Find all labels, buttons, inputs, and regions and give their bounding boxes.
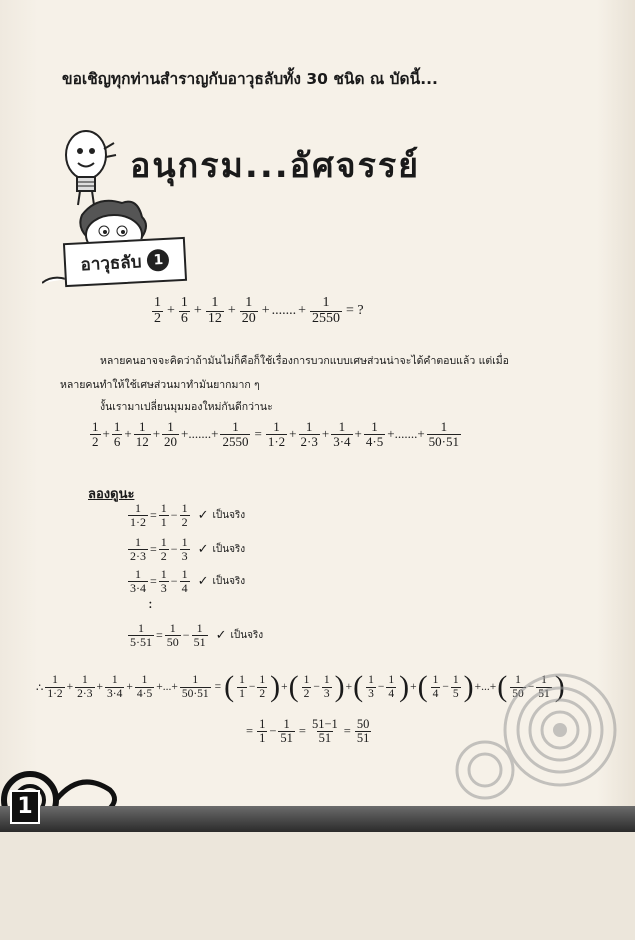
secret-weapon-badge	[63, 237, 187, 287]
check-icon: ✓	[197, 573, 209, 589]
badge-number: 1	[147, 249, 170, 272]
explanation-line-2: หลายคนทำให้ใช้เศษส่วนมาทำมันยากมาก ๆ	[60, 379, 260, 391]
fraction: $\frac{1}{2}$	[154, 295, 161, 326]
fraction: $\frac{1}{6}$	[180, 295, 188, 326]
check-icon: ✓	[197, 541, 209, 557]
try-it-heading: ลองดูนะ	[88, 487, 135, 502]
check-line: $\frac{1}{1\cdot 2}$ = $\frac{1}{1}$ − $\frac{1}{2}$ ✓ เป็นจริง	[130, 501, 246, 529]
check-line: $\frac{1}{5\cdot 51}$ = $\frac{1}{50}$ − $\frac{1}{51}$ ✓ เป็นจริง	[130, 621, 264, 649]
problem-equation: $\frac{1}{2}$ + $\frac{1}{6}$ + $\frac{1}{12}$ + $\frac{1}{20}$ + ....... + $\frac{1}{2550}$ = ?	[154, 295, 364, 326]
bottom-margin	[0, 832, 635, 940]
intro-text: ขอเชิญทุกท่านสำราญกับอาวุธลับทั้ง 30 ชนิด ณ บัดนี้...	[62, 70, 438, 88]
fraction: $\frac{1}{20}$	[241, 295, 256, 326]
chapter-title: อนุกรม...อัศจรรย์	[130, 146, 421, 186]
badge-label: อาวุธลับ	[80, 251, 142, 275]
check-icon: ✓	[215, 627, 227, 643]
circles-decoration-icon	[440, 670, 635, 810]
page-number: 1	[10, 790, 40, 824]
result-equation: = $\frac{1}{1}$ − $\frac{1}{51}$ = $\frac{51-1}{51}$ = $\frac{50}{51}$	[246, 717, 370, 746]
fraction: $\frac{1}{12}$	[207, 295, 222, 326]
check-line: $\frac{1}{2\cdot 3}$ = $\frac{1}{2}$ − $\frac{1}{3}$ ✓ เป็นจริง	[130, 535, 246, 563]
explanation-line-1: หลายคนอาจจะคิดว่าถ้ามันไม่ก็คือก็ใช้เรื่องการบวกแบบเศษส่วนน่าจะได้คำตอบแล้ว แต่เมื่อ	[100, 355, 509, 367]
rewrite-equation: $\frac{1}{2}$ + $\frac{1}{6}$ + $\frac{1}{12}$ + $\frac{1}{20}$ + ....... + $\frac{1}{2550}$ = $\frac{1}{1\cdot 2}$ + $\frac{1}{2\cdot 3}$ + $\frac{1}{3\cdot 4}$ + $\frac{1}{4\cdot 5}$ + ....... + $\frac{1}{50\cdot 51}$	[92, 419, 459, 449]
vertical-ellipsis: :	[148, 596, 153, 612]
footer-bar	[0, 806, 635, 832]
sum-equation: ∴ $\frac{1}{1\cdot 2}$ + $\frac{1}{2\cdot 3}$ + $\frac{1}{3\cdot 4}$ + $\frac{1}{4\cdot 5}$ + ... + $\frac{1}{50\cdot 51}$ = ( $\frac{1}{1}$ − $\frac{1}{2}$ ) + ( $\frac{1}{2}$ − $\frac{1}{3}$ ) + ( $\frac{1}{3}$ − $\frac{1}{4}$ ) + ( $\frac{1}{4}$ − $\frac{1}{5}$ ) + ... + ( $\frac{1}{50}$ − $\frac{1}{51}$ )	[36, 670, 565, 703]
explanation-line-3: งั้นเรามาเปลี่ยนมุมมองใหม่กันดีกว่านะ	[100, 401, 273, 413]
check-icon: ✓	[197, 507, 209, 523]
fraction: $\frac{1}{2550}$	[312, 295, 341, 326]
check-line: $\frac{1}{3\cdot 4}$ = $\frac{1}{3}$ − $\frac{1}{4}$ ✓ เป็นจริง	[130, 567, 246, 595]
